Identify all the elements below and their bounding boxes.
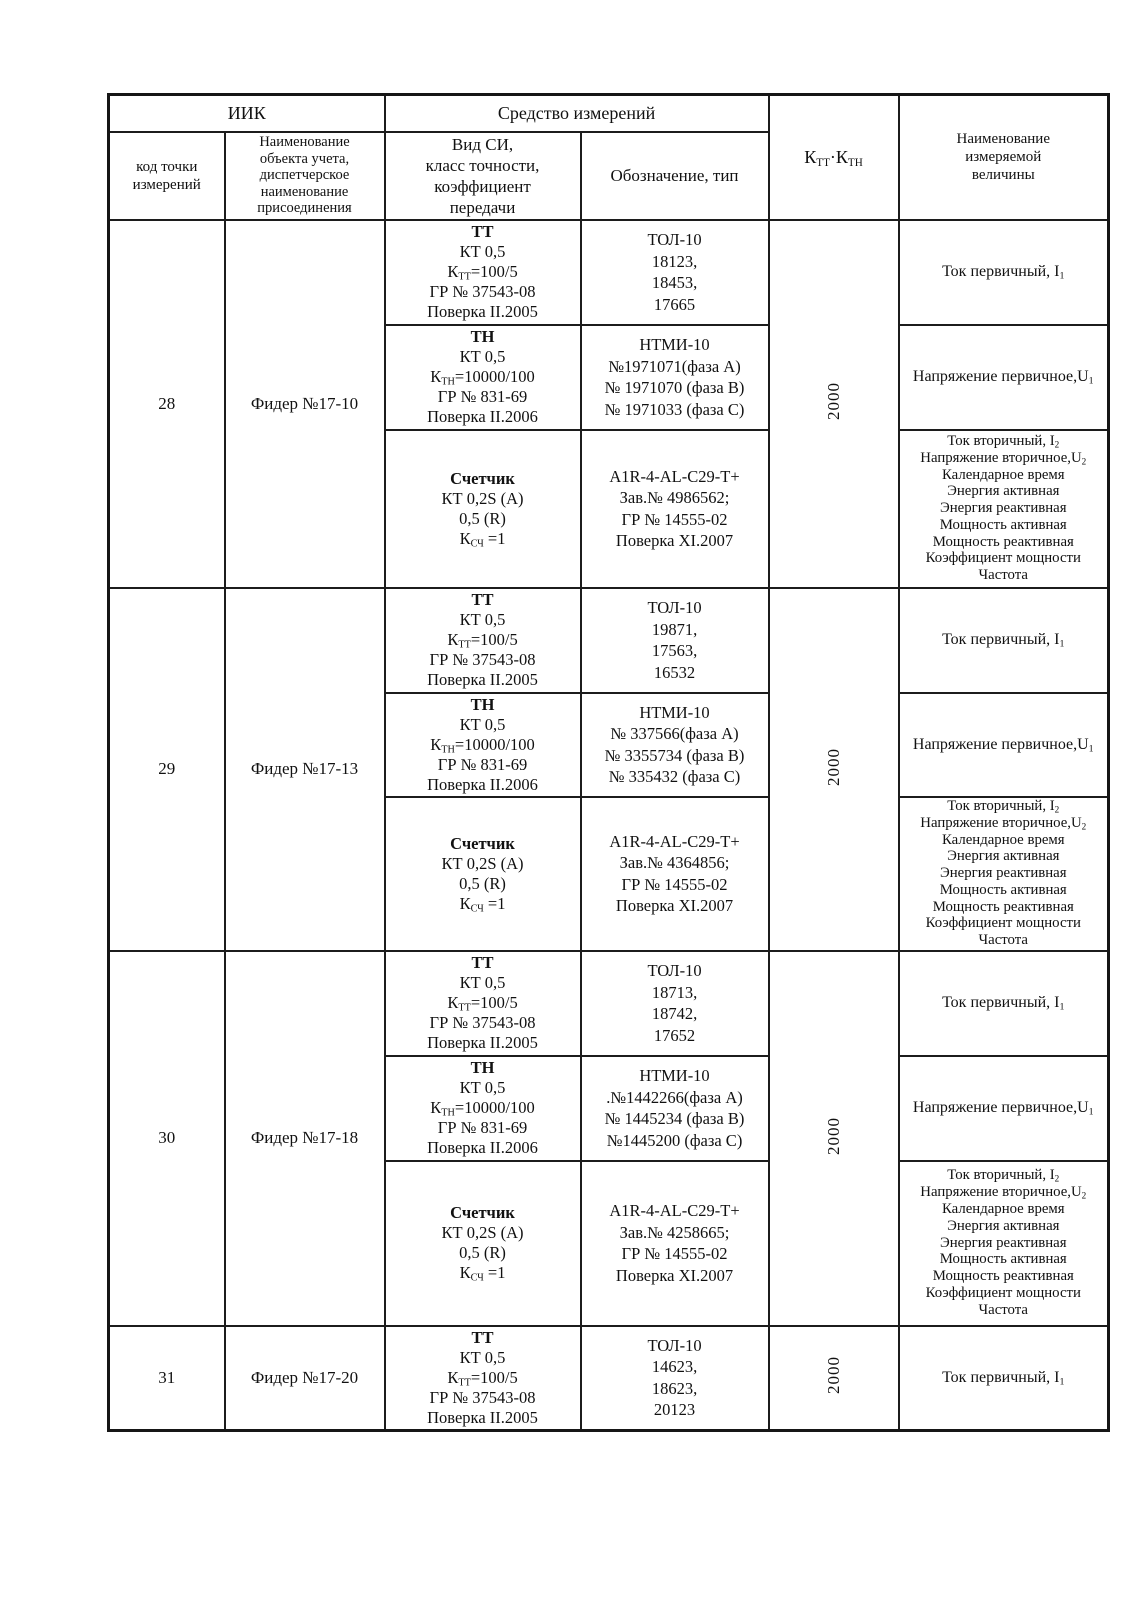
quantity-primary-current: Ток первичный, $I_1$	[899, 588, 1109, 693]
text-line: 17665	[653, 294, 696, 314]
quantity-meter-list	[899, 797, 1109, 951]
quantity-primary-voltage: Напряжение $первичное,U_1$	[899, 325, 1109, 430]
text-line: 18623,	[651, 1378, 698, 1398]
header-measured-quantity	[899, 95, 1109, 220]
text-line: наименование	[260, 183, 349, 200]
tt-kind-cell	[385, 220, 581, 325]
text-line: величины	[971, 167, 1035, 184]
text-line: $К_{ТН}=10000/100$	[430, 1098, 535, 1119]
meter-kind-cell	[385, 1161, 581, 1326]
text-line: Мощность реактивная	[932, 898, 1074, 915]
text-line: ГР № 831-69	[437, 1118, 528, 1137]
text-line: ТТ	[471, 222, 494, 241]
text-line: класс точности,	[425, 155, 540, 175]
text-line: Ток вторичный, $I_2$	[947, 432, 1060, 450]
header-si-kind	[385, 132, 581, 220]
text-line: КТ 0,5	[459, 610, 506, 629]
text-line: коэффициент	[434, 176, 531, 196]
text-line: №1445200 (фаза С)	[606, 1130, 743, 1150]
text-line: присоединения	[257, 200, 352, 217]
text-line: $К_{ТТ}=100/5$	[447, 262, 518, 283]
text-line: Мощность реактивная	[932, 1268, 1074, 1285]
ktt-ktn-cell	[769, 588, 899, 951]
text-line: Напряжение $вторичное,U_2$	[920, 1184, 1087, 1201]
ktt-ktn-cell	[769, 220, 899, 588]
text-line: 0,5 (R)	[459, 1243, 506, 1262]
text-line: КТ 0,5	[459, 973, 506, 992]
text-line: Поверка II.2005	[427, 670, 538, 689]
text-line: КТ 0,5	[459, 347, 506, 366]
text-line: 19871,	[651, 619, 698, 639]
text-line: 18453,	[651, 273, 698, 292]
ktt-ktn-value: 2000	[823, 747, 843, 786]
quantity-primary-voltage: Напряжение $первичное,U_1$	[899, 1056, 1109, 1161]
text-line: ГР № 831-69	[437, 387, 528, 406]
object-name: Фидер №17-10	[225, 220, 385, 588]
text-line: КТ 0,2S (А)	[441, 853, 524, 873]
text-line: КТ 0,5	[459, 242, 506, 261]
quantity-primary-current: Ток первичный, $I_1$	[899, 951, 1109, 1056]
text-line: Энергия активная	[947, 1217, 1060, 1234]
text-line: $К_{ТТ}=100/5$	[447, 630, 518, 651]
text-line: Счетчик	[450, 833, 515, 853]
text-line: Наименование	[956, 131, 1050, 148]
text-line: измеряемой	[965, 149, 1042, 166]
header-ktt-ktn: $К_{ТТ}\cdot К_{ТН}$	[769, 95, 899, 220]
text-line: $К_{ТТ}=100/5$	[447, 993, 518, 1014]
text-line: Напряжение $вторичное,U_2$	[920, 449, 1087, 466]
text-line: КТ 0,5	[459, 714, 506, 734]
text-line: КТ 0,2S (А)	[441, 1223, 524, 1242]
text-line: ГР № 14555-02	[621, 874, 728, 894]
text-line: Ток вторичный, $I_2$	[947, 1167, 1060, 1184]
text-line: № 1445234 (фаза В)	[604, 1109, 745, 1128]
text-line: Поверка II.2006	[427, 774, 538, 794]
text-line: 16532	[653, 662, 696, 682]
text-line: №1971071(фаза А)	[608, 356, 741, 376]
tt-type-cell	[581, 1326, 769, 1431]
text-line: ТН	[470, 1058, 495, 1077]
tn-kind-cell	[385, 1056, 581, 1161]
metering-points-table	[107, 93, 1110, 1432]
text-line: 18713,	[651, 982, 698, 1002]
text-line: измерений	[132, 176, 201, 193]
text-line: диспетчерское	[259, 167, 350, 184]
text-line: № 3355734 (фаза В)	[604, 745, 745, 765]
text-line: 20123	[653, 1400, 696, 1419]
ktt-ktn-value: 2000	[823, 1356, 843, 1394]
quantity-meter-list	[899, 1161, 1109, 1326]
text-line: Энергия реактивная	[940, 1234, 1067, 1251]
text-line: Зав.№ 4986562;	[619, 488, 730, 507]
text-line: № 1971070 (фаза В)	[604, 378, 745, 397]
text-line: Наименование	[259, 134, 350, 151]
text-line: Поверка II.2005	[427, 1033, 538, 1052]
header-object-name	[225, 132, 385, 220]
text-line: Энергия реактивная	[940, 500, 1067, 517]
quantity-primary-voltage: Напряжение $первичное,U_1$	[899, 693, 1109, 797]
text-line: Поверка II.2006	[427, 1138, 538, 1157]
text-line: $К_{СЧ} =1$	[459, 893, 506, 915]
text-line: Частота	[978, 1301, 1028, 1318]
text-line: Счетчик	[450, 1203, 515, 1222]
tt-type-cell	[581, 588, 769, 693]
text-line: 17563,	[651, 641, 698, 660]
text-line: ГР № 37543-08	[429, 650, 536, 669]
point-code: 29	[109, 588, 225, 951]
object-name: Фидер №17-13	[225, 588, 385, 951]
text-line: Мощность реактивная	[932, 533, 1074, 550]
text-line: НТМИ-10	[639, 1066, 710, 1085]
text-line: Счетчик	[450, 468, 515, 488]
meter-kind-cell	[385, 430, 581, 588]
point-code: 31	[109, 1326, 225, 1431]
text-line: Напряжение $вторичное,U_2$	[920, 814, 1087, 831]
text-line: ГР № 37543-08	[429, 1013, 536, 1032]
ktt-ktn-cell	[769, 951, 899, 1326]
object-name: Фидер №17-20	[225, 1326, 385, 1431]
text-line: передачи	[449, 197, 516, 217]
text-line: A1R-4-AL-C29-T+	[609, 466, 740, 486]
point-code: 30	[109, 951, 225, 1326]
meter-type-cell	[581, 1161, 769, 1326]
header-point-code	[109, 132, 225, 220]
text-line: ТОЛ-10	[647, 598, 702, 617]
text-line: $К_{СЧ} =1$	[459, 528, 506, 550]
text-line: $К_{ТН}=10000/100$	[430, 734, 535, 756]
text-line: Вид СИ,	[451, 134, 514, 154]
text-line: Поверка II.2005	[427, 302, 538, 321]
text-line: ТОЛ-10	[647, 230, 702, 249]
text-line: 0,5 (R)	[459, 873, 506, 893]
header-group-iik: ИИК	[109, 95, 385, 132]
text-line: Зав.№ 4258665;	[619, 1222, 730, 1242]
ktt-ktn-value: 2000	[823, 382, 843, 420]
text-line: Поверка XI.2007	[615, 531, 734, 550]
text-line: ГР № 831-69	[437, 754, 528, 774]
text-line: Энергия реактивная	[940, 865, 1067, 882]
text-line: 17652	[653, 1025, 696, 1045]
quantity-primary-current: Ток первичный, $I_1$	[899, 220, 1109, 325]
tn-type-cell	[581, 693, 769, 797]
text-line: КТ 0,2S (А)	[441, 488, 524, 508]
text-line: ТТ	[471, 1327, 494, 1347]
text-line: ТОЛ-10	[647, 1335, 702, 1355]
text-line: № 335432 (фаза С)	[608, 767, 741, 786]
text-line: A1R-4-AL-C29-T+	[609, 831, 740, 851]
ktt-ktn-cell	[769, 1326, 899, 1431]
text-line: ТН	[470, 694, 495, 714]
text-line: № 337566(фаза А)	[610, 724, 739, 743]
tn-kind-cell	[385, 325, 581, 430]
header-designation-type: Обозначение, тип	[581, 132, 769, 220]
tn-kind-cell	[385, 693, 581, 797]
tt-kind-cell	[385, 951, 581, 1056]
text-line: ГР № 37543-08	[429, 1387, 536, 1407]
text-line: Частота	[978, 567, 1028, 584]
text-line: ГР № 14555-02	[621, 509, 728, 529]
tt-kind-cell	[385, 588, 581, 693]
text-line: Частота	[978, 932, 1028, 949]
meter-kind-cell	[385, 797, 581, 951]
text-line: A1R-4-AL-C29-T+	[609, 1201, 740, 1220]
text-line: Зав.№ 4364856;	[619, 853, 730, 872]
text-line: ГР № 14555-02	[621, 1244, 728, 1263]
text-line: объекта учета,	[259, 150, 350, 167]
text-line: Мощность активная	[939, 1251, 1067, 1268]
text-line: Энергия активная	[947, 483, 1060, 500]
header-group-measuring-instrument: Средство измерений	[385, 95, 769, 132]
text-line: ТН	[470, 327, 495, 346]
text-line: КТ 0,5	[459, 1078, 506, 1097]
object-name: Фидер №17-18	[225, 951, 385, 1326]
text-line: Календарное время	[941, 831, 1065, 848]
text-line: код точки	[136, 158, 198, 175]
text-line: Мощность активная	[939, 881, 1067, 898]
tn-type-cell	[581, 325, 769, 430]
text-line: $К_{ТТ}=100/5$	[447, 1367, 518, 1389]
tt-type-cell	[581, 951, 769, 1056]
text-line: Ток вторичный, $I_2$	[947, 797, 1060, 815]
text-line: НТМИ-10	[639, 702, 710, 722]
tt-type-cell	[581, 220, 769, 325]
text-line: ТОЛ-10	[647, 961, 702, 980]
tn-type-cell	[581, 1056, 769, 1161]
text-line: Календарное время	[941, 466, 1065, 483]
text-line: Календарное время	[941, 1201, 1065, 1217]
text-line: .№1442266(фаза А)	[606, 1087, 743, 1107]
text-line: Энергия активная	[947, 848, 1060, 865]
quantity-primary-current: Ток первичный, $I_1$	[899, 1326, 1109, 1431]
text-line: Коэффициент мощности	[925, 550, 1081, 567]
tt-kind-cell	[385, 1326, 581, 1431]
text-line: НТМИ-10	[639, 335, 710, 354]
text-line: ТТ	[471, 590, 494, 609]
text-line: КТ 0,5	[459, 1347, 506, 1367]
text-line: ТТ	[471, 953, 494, 972]
text-line: Поверка II.2005	[427, 1407, 538, 1427]
text-line: 0,5 (R)	[459, 508, 506, 528]
text-line: Коэффициент мощности	[925, 1284, 1081, 1301]
meter-type-cell	[581, 430, 769, 588]
text-line: 18123,	[651, 251, 698, 271]
text-line: $К_{СЧ} =1$	[459, 1263, 506, 1284]
text-line: 14623,	[651, 1357, 698, 1376]
quantity-meter-list	[899, 430, 1109, 588]
text-line: $К_{ТН}=10000/100$	[430, 367, 535, 388]
text-line: Поверка XI.2007	[615, 1265, 734, 1285]
text-line: Поверка XI.2007	[615, 896, 734, 915]
text-line: Коэффициент мощности	[925, 915, 1081, 932]
text-line: ГР № 37543-08	[429, 282, 536, 301]
meter-type-cell	[581, 797, 769, 951]
point-code: 28	[109, 220, 225, 588]
text-line: № 1971033 (фаза С)	[604, 399, 745, 419]
ktt-ktn-value: 2000	[823, 1116, 843, 1155]
text-line: Мощность активная	[939, 516, 1067, 533]
text-line: 18742,	[651, 1004, 698, 1023]
text-line: Поверка II.2006	[427, 407, 538, 426]
